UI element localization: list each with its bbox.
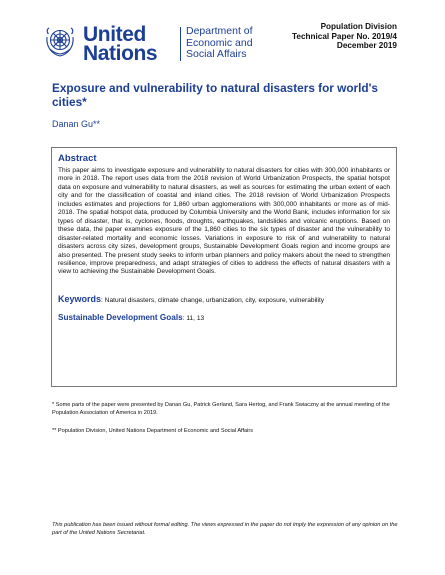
department-name bbox=[186, 26, 253, 61]
disclaimer: This publication has been issued without formal editing. The views expressed in the paper do not imply the expression of any opinion on the part of the United Nations Secretariat. bbox=[52, 522, 398, 536]
org-line-1: United bbox=[83, 23, 146, 46]
abstract-box bbox=[51, 147, 397, 387]
header-divider bbox=[180, 27, 181, 61]
sdg-label: Sustainable Development Goals bbox=[58, 313, 183, 322]
keywords-line bbox=[58, 295, 390, 305]
keywords-label: Keywords bbox=[58, 294, 102, 304]
org-name bbox=[83, 25, 157, 63]
series-paper-number: Technical Paper No. 2019/4 bbox=[292, 31, 397, 41]
footnote-2: ** Population Division, United Nations Department of Economic and Social Affairs bbox=[52, 428, 254, 434]
paper-title: Exposure and vulnerability to natural disasters for world's cities* bbox=[52, 81, 378, 109]
abstract-text: This paper aims to investigate exposure and vulnerability to natural disasters for cities with 300,000 inhabitants or more in 2018. The report uses data from the 2018 revision of World Urbanization Prospects, the spatial hotspot data on exposure and vulnerability to natural disasters, as well as sources for estimating the urban extent of each city and for the classification of coastal and inland cities. The 2018 revision of World Urbanization Prospects includes estimates and projections for 1,860 urban agglomerations with 300,000 inhabitants or more as of mid-2018. The spatial hotspot data, produced by Columbia University and the World Bank, includes information for six types of disaster, that is, cyclones, floods, droughts, earthquakes, landslides and volcanic eruptions. Based on these data, the paper examines exposure of the 1,860 cities to the six types of disaster and the vulnerability to disaster-related mortality and economic losses. Variations in exposure to risk of and vulnerability to natural disasters across city sizes, development groups, Sustainable Development Goals region and income groups are also presented. The present study seeks to inform urban planners and policy makers about the need to strengthen resilience, improve preparedness, and adapt strategies of cities to address the effects of natural disasters with a view to achieving the Sustainable Development Goals. bbox=[58, 167, 390, 276]
dept-line-1: Department of bbox=[186, 25, 253, 37]
dept-line-2: Economic and bbox=[186, 36, 253, 49]
series-date: December 2019 bbox=[336, 41, 397, 51]
un-emblem-icon bbox=[42, 24, 78, 60]
sdg-value: : 11, 13 bbox=[182, 315, 205, 322]
sdg-line bbox=[58, 313, 204, 322]
org-line-2: Nations bbox=[83, 42, 158, 65]
footnote-1: * Some parts of the paper were presented by Danan Gu, Patrick Gerland, Sara Hertog, and Frank Swiaczny at the annual meeting of the Population Association of America in 2019. bbox=[52, 402, 390, 416]
abstract-heading: Abstract bbox=[58, 153, 97, 164]
series-division: Population Division bbox=[320, 22, 397, 31]
keywords-value: : Natural disasters, climate change, urbanization, city, exposure, vulnerability bbox=[101, 297, 325, 304]
paper-author: Danan Gu** bbox=[52, 119, 101, 129]
dept-line-3: Social Affairs bbox=[186, 48, 247, 60]
series-info bbox=[292, 22, 397, 51]
